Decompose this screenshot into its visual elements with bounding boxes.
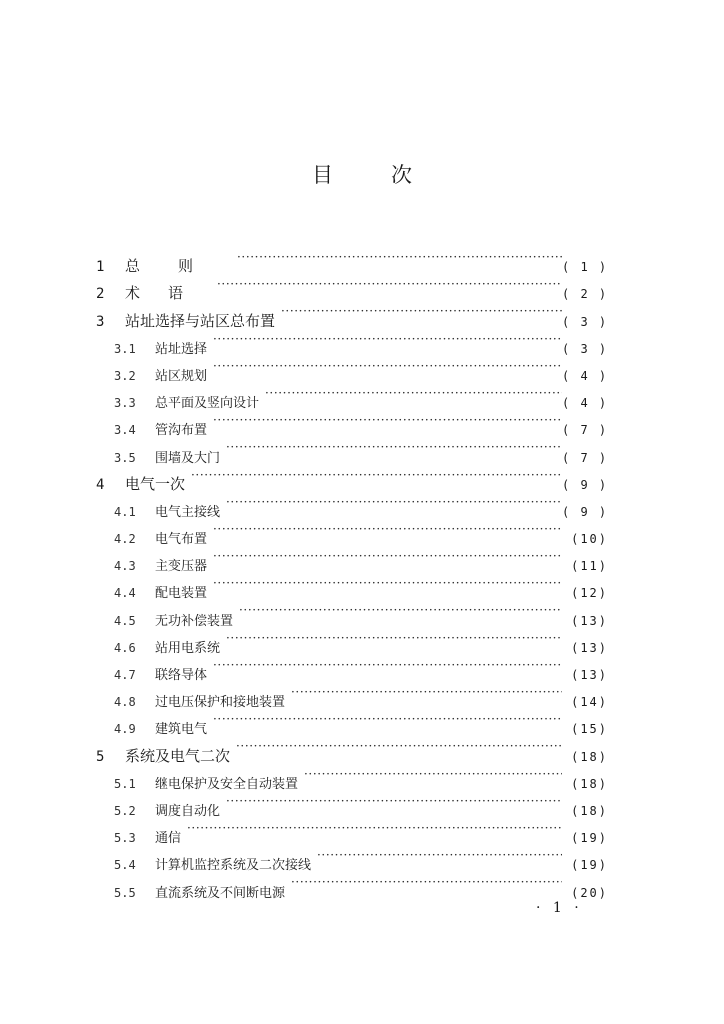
- dot-leader: [187, 815, 562, 842]
- toc-entry-page: (13): [571, 668, 608, 682]
- toc-entry-page: ( 3 ): [562, 314, 609, 329]
- toc-entry-number: 4.1: [114, 504, 136, 519]
- dot-leader: [281, 298, 562, 325]
- toc-entry-number: 1: [96, 259, 105, 276]
- toc-entry-title: 站址选择: [155, 341, 208, 357]
- page-title: 目次: [312, 163, 470, 187]
- toc-entry-page: ( 2 ): [562, 287, 609, 302]
- toc-entry-number: 5.1: [114, 776, 136, 791]
- toc-entry-title: 总则: [125, 257, 232, 276]
- dot-leader: [239, 597, 562, 624]
- dot-leader: [236, 733, 562, 760]
- toc-entry-page: (19): [571, 858, 608, 873]
- toc-entry-title: 站区规划: [155, 368, 208, 384]
- page-number: · 1 ·: [536, 900, 583, 916]
- table-of-contents: [96, 244, 609, 901]
- toc-entry-number: 3.2: [114, 368, 136, 383]
- toc-entry-title: 总平面及竖向设计: [155, 396, 260, 412]
- toc-entry-title: 电气主接线: [155, 504, 221, 520]
- toc-entry-page: ( 9 ): [562, 477, 609, 492]
- dot-leader: [317, 842, 562, 869]
- toc-entry-page: ( 4 ): [562, 396, 609, 411]
- dot-leader: [213, 706, 562, 733]
- dot-leader: [213, 407, 562, 434]
- toc-entry-title: 围墙及大门: [155, 450, 221, 466]
- toc-entry-page: (15): [571, 722, 608, 737]
- toc-entry-title: 站址选择与站区总布置: [125, 311, 276, 330]
- toc-entry-number: 5.2: [114, 803, 136, 818]
- dot-leader: [213, 652, 562, 679]
- toc-entry-page: (13): [571, 640, 608, 655]
- toc-entry-number: 5.5: [114, 885, 136, 900]
- toc-entry-number: 4.9: [114, 722, 136, 737]
- toc-entry-title: 过电压保护和接地装置: [155, 695, 286, 711]
- toc-entry-page: (20): [571, 885, 608, 900]
- toc-entry-number: 4.6: [114, 640, 136, 655]
- toc-entry-title: 联络导体: [155, 668, 208, 683]
- toc-entry-page: (18): [571, 803, 608, 818]
- toc-entry-number: 4.5: [114, 613, 136, 628]
- toc-entry-title: 无功补偿装置: [155, 613, 234, 629]
- dot-leader: [226, 434, 562, 461]
- toc-entry-number: 5.3: [114, 831, 136, 846]
- toc-entry-page: ( 4 ): [562, 368, 609, 383]
- dot-leader: [291, 679, 562, 706]
- toc-entry-page: (13): [571, 613, 608, 628]
- toc-entry-number: 4.7: [114, 668, 136, 682]
- toc-entry-title: 电气一次: [125, 474, 186, 493]
- toc-entry-page: ( 3 ): [562, 341, 609, 356]
- toc-entry-title: 计算机监控系统及二次接线: [155, 858, 312, 874]
- toc-entry-number: 3.3: [114, 396, 136, 411]
- dot-leader: [226, 625, 562, 652]
- dot-leader: [237, 244, 562, 271]
- toc-entry-page: (18): [571, 749, 608, 764]
- toc-entry-page: ( 9 ): [562, 504, 609, 519]
- toc-entry-title: 调度自动化: [155, 803, 221, 819]
- toc-entry-title: 继电保护及安全自动装置: [155, 776, 299, 792]
- dot-leader: [291, 869, 562, 896]
- dot-leader: [265, 380, 562, 407]
- toc-entry-title: 建筑电气: [155, 722, 208, 738]
- dot-leader: [213, 570, 562, 597]
- toc-entry-title: 直流系统及不间断电源: [155, 885, 286, 901]
- toc-entry-title: 管沟布置: [155, 423, 208, 439]
- toc-entry-number: 5.4: [114, 858, 136, 873]
- toc-entry-title: 术语: [125, 284, 212, 303]
- dot-leader: [213, 326, 562, 353]
- toc-entry-number: 4.3: [114, 559, 136, 574]
- toc-entry-title: 站用电系统: [155, 640, 221, 656]
- toc-entry-page: ( 7 ): [562, 450, 609, 465]
- toc-entry-number: 5: [96, 748, 105, 765]
- toc-entry-page: (19): [571, 831, 608, 846]
- toc-entry-page: (14): [571, 695, 608, 710]
- dot-leader: [217, 271, 562, 298]
- toc-entry-page: (12): [571, 586, 608, 601]
- toc-entry-title: 电气布置: [155, 532, 208, 548]
- toc-entry-page: (18): [571, 776, 608, 791]
- dot-leader: [191, 462, 562, 489]
- toc-entry-title: 通信: [155, 831, 182, 847]
- toc-entry-number: 3.4: [114, 423, 136, 438]
- toc-entry-page: (10): [571, 532, 608, 547]
- dot-leader: [213, 353, 562, 380]
- dot-leader: [213, 516, 562, 543]
- toc-entry-number: 4.4: [114, 586, 136, 601]
- toc-entry-number: 3.1: [114, 341, 136, 356]
- toc-entry-number: 3.5: [114, 450, 136, 465]
- dot-leader: [226, 788, 562, 815]
- toc-entry-title: 系统及电气二次: [125, 746, 231, 765]
- toc-entry-number: 4.8: [114, 695, 136, 710]
- toc-entry[interactable]: [96, 244, 609, 276]
- dot-leader: [226, 489, 562, 516]
- toc-entry-title: 配电装置: [155, 586, 208, 602]
- toc-entry-number: 4.2: [114, 532, 136, 547]
- toc-entry-page: ( 7 ): [562, 423, 609, 438]
- toc-entry-title: 主变压器: [155, 559, 208, 575]
- dot-leader: [304, 761, 562, 788]
- toc-entry-page: ( 1 ): [562, 260, 609, 275]
- dot-leader: [213, 543, 562, 570]
- toc-entry-number: 4: [96, 476, 105, 493]
- toc-entry-number: 3: [96, 313, 105, 330]
- toc-entry-number: 2: [96, 286, 105, 303]
- toc-entry-page: (11): [571, 559, 608, 574]
